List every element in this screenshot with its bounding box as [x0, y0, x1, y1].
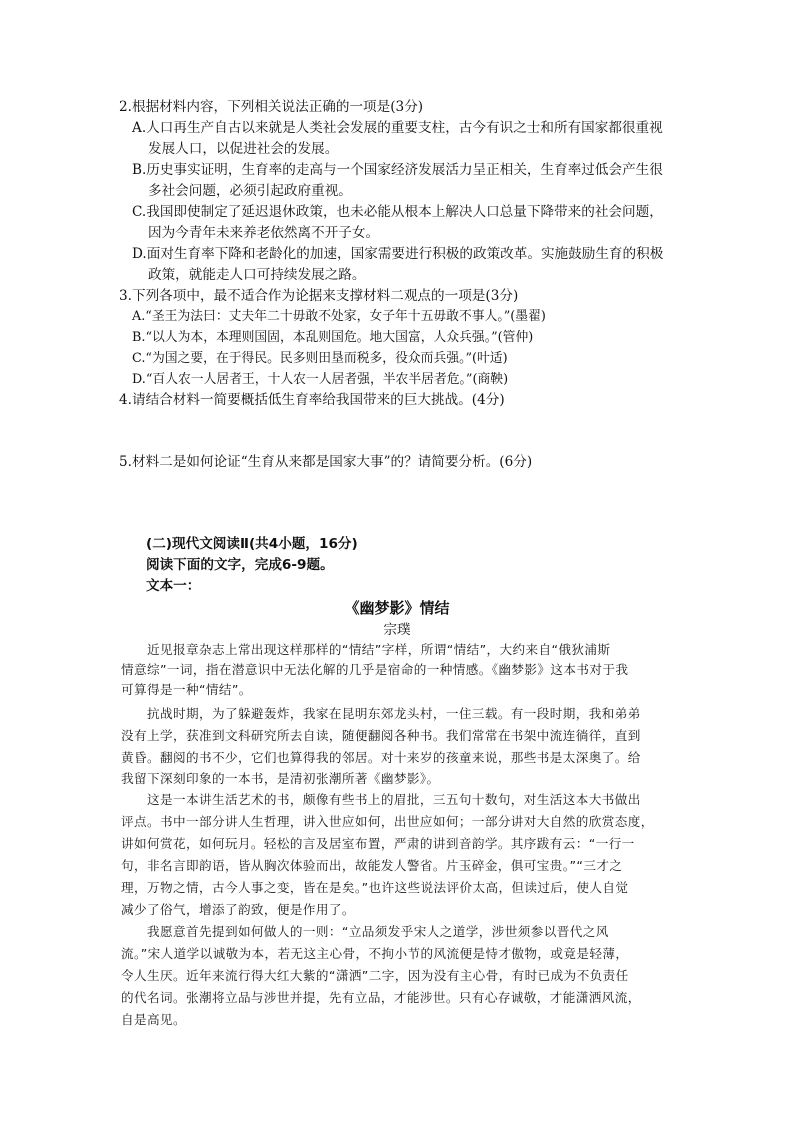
question-3-option-c: C.“为国之要，在于得民。民多则田垦而税多，役众而兵强。”(叶适)	[132, 351, 508, 366]
essay-line: 的代名词。张潮将立品与涉世并提，先有立品，才能涉世。只有心存诚敬，才能潇洒风流，	[121, 990, 641, 1005]
essay-line: 我留下深刻印象的一本书，是清初张潮所著《幽梦影》。	[121, 771, 440, 786]
question-2-option-d-cont: 政策，就能走人口可持续发展之路。	[148, 267, 366, 283]
question-2-option-c: C.我国即使制定了延迟退休政策，也未必能从根本上解决人口总量下降带来的社会问题，	[132, 204, 663, 220]
essay-line: 我愿意首先提到如何做人的一则：“立品须发乎宋人之道学，涉世须参以晋代之风	[121, 924, 609, 939]
essay-line: 句，非名言即韵语，皆从胸次体验而出，故能发人警省。片玉碎金，俱可宝贵。”“三才之	[121, 858, 623, 873]
essay-author: 宗璞	[383, 622, 411, 638]
text-one-label: 文本一：	[146, 578, 201, 594]
question-4-stem: 4.请结合材料一简要概括低生育率给我国带来的巨大挑战。(4分)	[119, 392, 505, 408]
essay-line: 减少了俗气，增添了韵致，便是作用了。	[121, 902, 355, 917]
essay-line: 抗战时期，为了躲避轰炸，我家在昆明东郊龙头村，一住三载。有一段时期，我和弟弟	[121, 706, 641, 721]
essay-line: 流。”宋人道学以诚敬为本，若无这主心骨，不拘小节的风流便是恃才傲物，或竟是轻薄，	[121, 946, 629, 961]
section-instruction: 阅读下面的文字，完成6-9题。	[146, 557, 334, 573]
essay-line: 理，万物之情，古今人事之变，皆在是矣。”也许这些说法评价太高，但读过后，使人自觉	[121, 880, 629, 895]
essay-line: 没有上学，获准到文科研究所去自读，随便翻阅各种书。我们常常在书架中流连徜徉，直到	[121, 728, 641, 743]
question-2-option-b: B.历史事实证明，生育率的走高与一个国家经济发展活力呈正相关，生育率过低会产生很	[132, 162, 663, 178]
question-3-option-d: D.“百人农一人居者王，十人农一人居者强，半农半居者危。”(商鞅)	[132, 372, 509, 387]
essay-line: 评点。书中一部分讲人生哲理，讲入世应如何，出世应如何；一部分讲对大自然的欣赏态度，	[121, 814, 654, 829]
question-2-option-d: D.面对生育率下降和老龄化的加速，国家需要进行积极的政策改革。实施鼓励生育的积极	[132, 246, 664, 262]
essay-line: 近见报章杂志上常出现这样那样的“情结”字样，所谓“情结”，大约来自“俄狄浦斯	[121, 642, 611, 657]
question-2-option-a: A.人口再生产自古以来就是人类社会发展的重要支柱，古今有识之士和所有国家都很重视	[132, 120, 663, 136]
question-2-option-a-cont: 发展人口，以促进社会的发展。	[148, 141, 339, 157]
question-2-option-c-cont: 因为今青年未来养老依然离不开子女。	[148, 225, 380, 241]
essay-line: 讲如何赏花，如何玩月。轻松的言及居室布置，严肃的讲到音韵学。其序跋有云：“一行一	[121, 836, 635, 851]
section-heading: (二)现代文阅读Ⅱ(共4小题，16分)	[146, 536, 358, 552]
essay-title: 《幽梦影》情结	[344, 599, 450, 617]
question-2-option-b-cont: 多社会问题，必须引起政府重视。	[148, 183, 352, 199]
essay-line: 这是一本讲生活艺术的书，颇像有些书上的眉批，三五句十数句，对生活这本大书做出	[121, 792, 641, 807]
question-3-option-a: A.“圣王为法曰：丈夫年二十毋敢不处家，女子年十五毋敢不事人。”(墨翟)	[132, 309, 546, 324]
essay-line: 可算得是一种“情结”。	[121, 682, 252, 697]
question-5-stem: 5.材料二是如何论证“生育从来都是国家大事”的？请简要分析。(6分)	[119, 454, 533, 470]
essay-line: 令人生厌。近年来流行得大红大紫的“潇洒”二字，因为没有主心骨，有时已成为不负责任	[121, 968, 629, 983]
question-3-stem: 3.下列各项中，最不适合作为论据来支撑材料二观点的一项是(3分)	[119, 288, 519, 304]
question-3-option-b: B.“以人为本，本理则国固，本乱则国危。地大国富，人众兵强。”(管仲)	[132, 330, 534, 345]
essay-line: 情意综”一词，指在潜意识中无法化解的几乎是宿命的一种情感。《幽梦影》这本书对于我	[121, 662, 629, 677]
essay-line: 黄昏。翻阅的书不少，它们也算得我的邻居。对十来岁的孩童来说，那些书是太深奥了。给	[121, 750, 641, 765]
essay-line: 自是高见。	[121, 1012, 186, 1027]
question-2-stem: 2.根据材料内容，下列相关说法正确的一项是(3分)	[119, 99, 424, 115]
